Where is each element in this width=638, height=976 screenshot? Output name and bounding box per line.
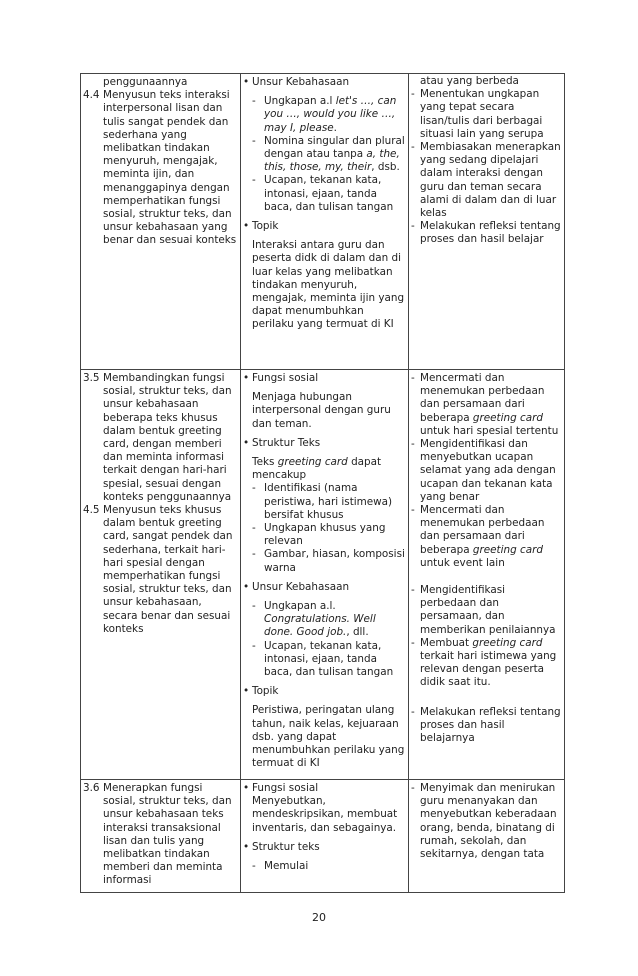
list-item: - Gambar, hiasan, komposisi warna	[252, 548, 405, 574]
list-item: - Menentukan ungkapan yang tepat secara lisan/tulis dari berbagai situasi lain yang serupa	[411, 88, 544, 140]
list-item: - Nomina singular dan plural dengan atau tanpa a, the, this, those, my, their, dsb.	[252, 134, 405, 174]
struktur-text: Teks greeting card dapat mencakup	[252, 456, 382, 482]
kd-number: 3.6	[83, 782, 100, 794]
list-item: - Ucapan, tekanan kata, intonasi, ejaan, tanda baca, dan tulisan tangan	[252, 639, 394, 679]
kd-text: penggunaannya	[103, 76, 188, 88]
list-item: - Mengidentifikasi dan menyebutkan ucapan selamat yang ada dengan ucapan dan tekanan kata yang benar	[411, 438, 556, 503]
kegiatan-cell	[409, 370, 565, 780]
list-item: - Ungkapan a.l let's …, can you …, would you like …, may I, please.	[252, 95, 397, 134]
list-item: - Memulai	[252, 860, 309, 873]
kd-text: Menyusun teks khusus dalam bentuk greeting card, sangat pendek dan sederhana, terkait hari-hari spesial dengan memperhatikan fungsi sosial, struktur teks, dan unsur kebahasaan, secara benar dan sesuai konteks	[103, 504, 233, 635]
topik-text: Interaksi antara guru dan peserta didk di dalam dan di luar kelas yang melibatkan tindakan menyuruh, mengajak, meminta ijin yang dapat menumbuhkan perilaku yang termuat di KI	[252, 239, 405, 331]
list-item: - Membiasakan menerapkan yang sedang dipelajari dalam interaksi dengan guru dan teman secara alami di dalam dan di luar kelas	[411, 141, 561, 220]
section-heading: • Struktur Teks	[243, 436, 321, 449]
kd-text: Menerapkan fungsi sosial, struktur teks, dan unsur kebahasaan teks interaksi transaksional lisan dan tulis yang melibatkan tindakan memberi dan meminta informasi	[103, 782, 232, 887]
section-heading: • Topik	[243, 685, 279, 698]
section-heading: • Unsur Kebahasaan	[243, 580, 350, 593]
kegiatan-cell	[409, 74, 565, 370]
section-heading: • Fungsi sosial	[243, 782, 319, 794]
kd-cell	[81, 780, 241, 893]
kd-number: 3.5	[83, 372, 100, 384]
list-item: atau yang berbeda	[420, 75, 519, 87]
table-row	[81, 780, 565, 893]
list-item: - Mencermati dan menemukan perbedaan dan persamaan dari beberapa greeting card untuk hari spesial tertentu	[411, 372, 559, 437]
list-item: - Ungkapan a.l. Congratulations. Well done. Good job., dll.	[252, 600, 376, 639]
kd-number: 4.4	[83, 89, 100, 102]
kd-cell	[81, 370, 241, 780]
table-row	[81, 74, 565, 370]
kd-text: Menyusun teks interaksi interpersonal lisan dan tulis sangat pendek dan sederhana yang melibatkan tindakan menyuruh, mengajak, meminta ijin, dan menanggapinya dengan memperhatikan fungsi sosial, struktur teks, dan unsur kebahasaan yang benar dan sesuai konteks	[103, 89, 237, 247]
materi-cell	[241, 370, 409, 780]
materi-cell	[241, 74, 409, 370]
list-item: - Mengidentifikasi perbedaan dan persamaan, dan memberikan penilaiannya	[411, 584, 556, 636]
section-heading: • Struktur teks	[243, 840, 320, 853]
page-number: 20	[312, 911, 326, 924]
list-item: - Ucapan, tekanan kata, intonasi, ejaan, tanda baca, dan tulisan tangan	[252, 174, 394, 213]
kd-text: Membandingkan fungsi sosial, struktur teks, dan unsur kebahasaan beberapa teks khusus dalam bentuk greeting card, dengan memberi dan meminta informasi terkait dengan hari-hari spesial, sesuai dengan konteks penggunaannya	[103, 372, 232, 503]
list-item: - Melakukan refleksi tentang proses dan hasil belajar	[411, 220, 561, 246]
list-item: - Identifikasi (nama peristiwa, hari istimewa) bersifat khusus	[252, 482, 393, 521]
list-item: - Menyimak dan menirukan guru menanyakan dan menyebutkan keberadaan orang, benda, binatang di rumah, sekolah, dan sekitarnya, dengan tata	[411, 782, 557, 861]
syllabus-table	[80, 73, 565, 893]
topik-text: Peristiwa, peringatan ulang tahun, naik kelas, kejuaraan dsb. yang dapat menumbuhkan perilaku yang termuat di KI	[252, 704, 405, 770]
kd-item	[83, 782, 238, 888]
fungsi-text: Menjaga hubungan interpersonal dengan guru dan teman.	[252, 391, 391, 430]
section-heading: • Unsur Kebahasaan	[243, 76, 350, 88]
table-row	[81, 370, 565, 780]
kd-item	[83, 504, 238, 636]
materi-cell	[241, 780, 409, 893]
kd-number: 4.5	[83, 504, 100, 517]
kd-item	[83, 372, 238, 504]
kd-cell	[81, 74, 241, 370]
list-item: - Melakukan refleksi tentang proses dan hasil belajarnya	[411, 705, 561, 745]
fungsi-text: Menyebutkan, mendeskripsikan, membuat inventaris, dan sebagainya.	[252, 795, 398, 834]
section-heading: • Fungsi sosial	[243, 372, 319, 384]
list-item: - Mencermati dan menemukan perbedaan dan persamaan dari beberapa greeting card untuk event lain	[411, 504, 545, 569]
kegiatan-cell	[409, 780, 565, 893]
list-item: - Ungkapan khusus yang relevan	[252, 522, 386, 548]
kd-item	[83, 89, 238, 247]
list-item: - Membuat greeting card terkait hari istimewa yang relevan dengan peserta didik saat itu.	[411, 636, 557, 689]
section-heading: • Topik	[243, 220, 279, 233]
